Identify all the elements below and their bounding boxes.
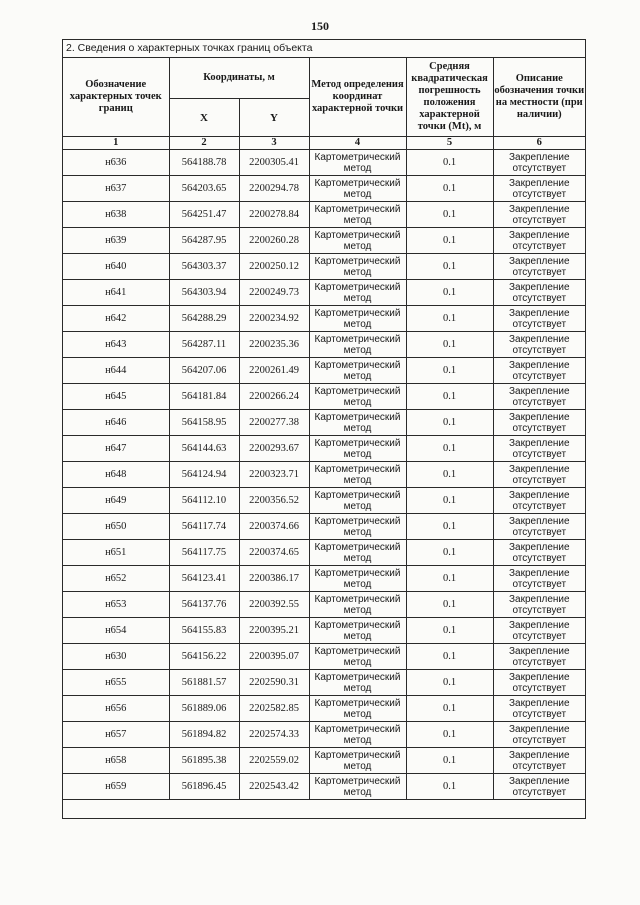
accuracy-cell: 0.1 xyxy=(406,462,493,488)
accuracy-cell: 0.1 xyxy=(406,436,493,462)
description-line: отсутствует xyxy=(512,240,567,252)
method-line: метод xyxy=(343,578,372,590)
description-line: отсутствует xyxy=(512,786,567,798)
x-coordinate-cell: 564137.76 xyxy=(169,592,239,618)
boundary-points-table xyxy=(63,58,585,800)
method-line: Картометрический xyxy=(314,749,401,761)
point-name-cell: н648 xyxy=(63,462,169,488)
method-cell xyxy=(309,332,406,358)
accuracy-cell: 0.1 xyxy=(406,722,493,748)
method-line: Картометрический xyxy=(314,489,401,501)
method-line: метод xyxy=(343,162,372,174)
y-coordinate-cell: 2200386.17 xyxy=(239,566,309,592)
description-line: отсутствует xyxy=(512,630,567,642)
description-line: Закрепление xyxy=(508,515,570,527)
accuracy-cell: 0.1 xyxy=(406,306,493,332)
description-line: Закрепление xyxy=(508,177,570,189)
description-line: Закрепление xyxy=(508,775,570,787)
description-cell xyxy=(493,774,585,800)
method-line: метод xyxy=(343,734,372,746)
method-line: Картометрический xyxy=(314,593,401,605)
table-row xyxy=(63,748,585,774)
description-cell xyxy=(493,280,585,306)
points-table-frame xyxy=(62,39,586,819)
description-line: Закрепление xyxy=(508,229,570,241)
point-name-cell: н656 xyxy=(63,696,169,722)
y-coordinate-cell: 2202574.33 xyxy=(239,722,309,748)
description-line: Закрепление xyxy=(508,593,570,605)
description-line: Закрепление xyxy=(508,619,570,631)
method-line: Картометрический xyxy=(314,723,401,735)
description-line: отсутствует xyxy=(512,370,567,382)
table-row xyxy=(63,592,585,618)
y-coordinate-cell: 2200294.78 xyxy=(239,176,309,202)
header-designation: Обозначение характерных точек границ xyxy=(63,58,169,137)
x-coordinate-cell: 564144.63 xyxy=(169,436,239,462)
method-line: Картометрический xyxy=(314,359,401,371)
point-name-cell: н630 xyxy=(63,644,169,670)
description-line: Закрепление xyxy=(508,255,570,267)
method-cell xyxy=(309,618,406,644)
method-line: метод xyxy=(343,344,372,356)
column-number: 3 xyxy=(239,137,309,150)
method-line: метод xyxy=(343,630,372,642)
column-number: 1 xyxy=(63,137,169,150)
description-line: отсутствует xyxy=(512,266,567,278)
description-line: отсутствует xyxy=(512,448,567,460)
column-number: 5 xyxy=(406,137,493,150)
accuracy-cell: 0.1 xyxy=(406,774,493,800)
x-coordinate-cell: 564188.78 xyxy=(169,150,239,176)
x-coordinate-cell: 564288.29 xyxy=(169,306,239,332)
y-coordinate-cell: 2202559.02 xyxy=(239,748,309,774)
method-line: метод xyxy=(343,266,372,278)
description-cell xyxy=(493,644,585,670)
description-cell xyxy=(493,410,585,436)
section-title: 2. Сведения о характерных точках границ объекта xyxy=(63,40,585,58)
x-coordinate-cell: 564117.75 xyxy=(169,540,239,566)
point-name-cell: н637 xyxy=(63,176,169,202)
method-line: метод xyxy=(343,786,372,798)
accuracy-cell: 0.1 xyxy=(406,358,493,384)
accuracy-cell: 0.1 xyxy=(406,488,493,514)
point-name-cell: н649 xyxy=(63,488,169,514)
table-row xyxy=(63,176,585,202)
description-line: Закрепление xyxy=(508,749,570,761)
y-coordinate-cell: 2200261.49 xyxy=(239,358,309,384)
description-line: отсутствует xyxy=(512,552,567,564)
point-name-cell: н658 xyxy=(63,748,169,774)
description-line: отсутствует xyxy=(512,188,567,200)
description-line: Закрепление xyxy=(508,307,570,319)
x-coordinate-cell: 564156.22 xyxy=(169,644,239,670)
header-description: Описание обозначения точки на местности (при наличии) xyxy=(493,58,585,137)
method-line: метод xyxy=(343,448,372,460)
y-coordinate-cell: 2200250.12 xyxy=(239,254,309,280)
column-number: 6 xyxy=(493,137,585,150)
description-line: Закрепление xyxy=(508,541,570,553)
description-cell xyxy=(493,150,585,176)
description-line: Закрепление xyxy=(508,437,570,449)
point-name-cell: н645 xyxy=(63,384,169,410)
description-line: Закрепление xyxy=(508,359,570,371)
point-name-cell: н643 xyxy=(63,332,169,358)
accuracy-cell: 0.1 xyxy=(406,228,493,254)
table-row xyxy=(63,774,585,800)
x-coordinate-cell: 564158.95 xyxy=(169,410,239,436)
description-cell xyxy=(493,540,585,566)
table-row xyxy=(63,254,585,280)
description-cell xyxy=(493,176,585,202)
method-line: Картометрический xyxy=(314,671,401,683)
description-line: отсутствует xyxy=(512,344,567,356)
method-cell xyxy=(309,670,406,696)
description-line: Закрепление xyxy=(508,671,570,683)
method-line: Картометрический xyxy=(314,151,401,163)
method-cell xyxy=(309,306,406,332)
point-name-cell: н642 xyxy=(63,306,169,332)
description-line: отсутствует xyxy=(512,396,567,408)
x-coordinate-cell: 564207.06 xyxy=(169,358,239,384)
description-line: отсутствует xyxy=(512,734,567,746)
accuracy-cell: 0.1 xyxy=(406,384,493,410)
table-row xyxy=(63,488,585,514)
x-coordinate-cell: 561896.45 xyxy=(169,774,239,800)
y-coordinate-cell: 2200235.36 xyxy=(239,332,309,358)
x-coordinate-cell: 564155.83 xyxy=(169,618,239,644)
description-line: Закрепление xyxy=(508,697,570,709)
description-cell xyxy=(493,384,585,410)
method-line: Картометрический xyxy=(314,515,401,527)
point-name-cell: н640 xyxy=(63,254,169,280)
method-line: Картометрический xyxy=(314,229,401,241)
method-line: Картометрический xyxy=(314,307,401,319)
method-cell xyxy=(309,462,406,488)
y-coordinate-cell: 2200234.92 xyxy=(239,306,309,332)
y-coordinate-cell: 2200356.52 xyxy=(239,488,309,514)
x-coordinate-cell: 564124.94 xyxy=(169,462,239,488)
description-line: Закрепление xyxy=(508,567,570,579)
point-name-cell: н653 xyxy=(63,592,169,618)
description-line: отсутствует xyxy=(512,760,567,772)
point-name-cell: н644 xyxy=(63,358,169,384)
table-row xyxy=(63,696,585,722)
method-cell xyxy=(309,514,406,540)
table-row xyxy=(63,280,585,306)
description-line: отсутствует xyxy=(512,422,567,434)
description-cell xyxy=(493,488,585,514)
y-coordinate-cell: 2200323.71 xyxy=(239,462,309,488)
accuracy-cell: 0.1 xyxy=(406,696,493,722)
description-cell xyxy=(493,332,585,358)
header-x: X xyxy=(169,99,239,137)
description-line: отсутствует xyxy=(512,500,567,512)
y-coordinate-cell: 2200278.84 xyxy=(239,202,309,228)
method-line: метод xyxy=(343,760,372,772)
table-body xyxy=(63,150,585,800)
description-line: отсутствует xyxy=(512,474,567,486)
description-cell xyxy=(493,748,585,774)
table-row xyxy=(63,462,585,488)
method-cell xyxy=(309,150,406,176)
method-line: метод xyxy=(343,604,372,616)
y-coordinate-cell: 2200266.24 xyxy=(239,384,309,410)
description-cell xyxy=(493,592,585,618)
header-accuracy: Средняя квадратическая погрешность положения характерной точки (Mt), м xyxy=(406,58,493,137)
description-cell xyxy=(493,254,585,280)
description-cell xyxy=(493,462,585,488)
description-line: Закрепление xyxy=(508,385,570,397)
x-coordinate-cell: 564203.65 xyxy=(169,176,239,202)
accuracy-cell: 0.1 xyxy=(406,748,493,774)
method-cell xyxy=(309,566,406,592)
method-line: метод xyxy=(343,474,372,486)
method-cell xyxy=(309,696,406,722)
method-line: Картометрический xyxy=(314,385,401,397)
y-coordinate-cell: 2200249.73 xyxy=(239,280,309,306)
description-line: отсутствует xyxy=(512,656,567,668)
method-line: Картометрический xyxy=(314,463,401,475)
method-line: Картометрический xyxy=(314,541,401,553)
method-cell xyxy=(309,254,406,280)
description-cell xyxy=(493,514,585,540)
x-coordinate-cell: 564117.74 xyxy=(169,514,239,540)
description-line: отсутствует xyxy=(512,214,567,226)
x-coordinate-cell: 561889.06 xyxy=(169,696,239,722)
method-cell xyxy=(309,436,406,462)
table-row xyxy=(63,306,585,332)
table-row xyxy=(63,150,585,176)
method-cell xyxy=(309,722,406,748)
point-name-cell: н641 xyxy=(63,280,169,306)
description-line: Закрепление xyxy=(508,645,570,657)
method-cell xyxy=(309,228,406,254)
method-cell xyxy=(309,748,406,774)
column-numbers-row xyxy=(63,137,585,150)
description-cell xyxy=(493,228,585,254)
description-line: Закрепление xyxy=(508,151,570,163)
x-coordinate-cell: 564181.84 xyxy=(169,384,239,410)
x-coordinate-cell: 564123.41 xyxy=(169,566,239,592)
accuracy-cell: 0.1 xyxy=(406,644,493,670)
y-coordinate-cell: 2200374.66 xyxy=(239,514,309,540)
header-coordinates: Координаты, м xyxy=(169,58,309,99)
table-row xyxy=(63,228,585,254)
y-coordinate-cell: 2202582.85 xyxy=(239,696,309,722)
point-name-cell: н646 xyxy=(63,410,169,436)
y-coordinate-cell: 2200392.55 xyxy=(239,592,309,618)
method-cell xyxy=(309,202,406,228)
method-line: метод xyxy=(343,240,372,252)
method-line: Картометрический xyxy=(314,281,401,293)
method-line: Картометрический xyxy=(314,203,401,215)
accuracy-cell: 0.1 xyxy=(406,176,493,202)
method-line: Картометрический xyxy=(314,775,401,787)
point-name-cell: н636 xyxy=(63,150,169,176)
description-line: отсутствует xyxy=(512,708,567,720)
y-coordinate-cell: 2200277.38 xyxy=(239,410,309,436)
description-cell xyxy=(493,358,585,384)
description-cell xyxy=(493,566,585,592)
description-cell xyxy=(493,306,585,332)
table-tail-space xyxy=(63,800,585,818)
description-line: Закрепление xyxy=(508,333,570,345)
method-line: метод xyxy=(343,370,372,382)
description-line: отсутствует xyxy=(512,162,567,174)
table-row xyxy=(63,202,585,228)
method-line: метод xyxy=(343,292,372,304)
description-line: отсутствует xyxy=(512,578,567,590)
method-line: метод xyxy=(343,214,372,226)
table-row xyxy=(63,618,585,644)
table-row xyxy=(63,358,585,384)
method-line: метод xyxy=(343,422,372,434)
method-line: Картометрический xyxy=(314,333,401,345)
method-cell xyxy=(309,358,406,384)
description-line: отсутствует xyxy=(512,526,567,538)
accuracy-cell: 0.1 xyxy=(406,618,493,644)
point-name-cell: н638 xyxy=(63,202,169,228)
description-line: отсутствует xyxy=(512,604,567,616)
method-line: метод xyxy=(343,500,372,512)
method-line: метод xyxy=(343,708,372,720)
description-line: Закрепление xyxy=(508,489,570,501)
method-line: метод xyxy=(343,656,372,668)
y-coordinate-cell: 2200374.65 xyxy=(239,540,309,566)
x-coordinate-cell: 561881.57 xyxy=(169,670,239,696)
x-coordinate-cell: 561895.38 xyxy=(169,748,239,774)
accuracy-cell: 0.1 xyxy=(406,540,493,566)
point-name-cell: н650 xyxy=(63,514,169,540)
description-line: Закрепление xyxy=(508,723,570,735)
accuracy-cell: 0.1 xyxy=(406,202,493,228)
x-coordinate-cell: 564287.95 xyxy=(169,228,239,254)
description-line: Закрепление xyxy=(508,203,570,215)
description-line: Закрепление xyxy=(508,411,570,423)
column-number: 4 xyxy=(309,137,406,150)
description-cell xyxy=(493,696,585,722)
description-line: отсутствует xyxy=(512,682,567,694)
method-line: Картометрический xyxy=(314,437,401,449)
method-line: Картометрический xyxy=(314,411,401,423)
table-row xyxy=(63,670,585,696)
description-line: отсутствует xyxy=(512,292,567,304)
method-cell xyxy=(309,280,406,306)
y-coordinate-cell: 2202590.31 xyxy=(239,670,309,696)
column-number: 2 xyxy=(169,137,239,150)
description-cell xyxy=(493,722,585,748)
description-cell xyxy=(493,436,585,462)
y-coordinate-cell: 2200260.28 xyxy=(239,228,309,254)
description-cell xyxy=(493,670,585,696)
method-line: Картометрический xyxy=(314,697,401,709)
description-line: Закрепление xyxy=(508,463,570,475)
accuracy-cell: 0.1 xyxy=(406,410,493,436)
point-name-cell: н655 xyxy=(63,670,169,696)
method-line: Картометрический xyxy=(314,645,401,657)
x-coordinate-cell: 564251.47 xyxy=(169,202,239,228)
point-name-cell: н639 xyxy=(63,228,169,254)
table-row xyxy=(63,436,585,462)
y-coordinate-cell: 2200395.21 xyxy=(239,618,309,644)
accuracy-cell: 0.1 xyxy=(406,280,493,306)
accuracy-cell: 0.1 xyxy=(406,150,493,176)
method-cell xyxy=(309,410,406,436)
table-row xyxy=(63,384,585,410)
method-cell xyxy=(309,774,406,800)
method-line: метод xyxy=(343,188,372,200)
accuracy-cell: 0.1 xyxy=(406,332,493,358)
method-line: метод xyxy=(343,552,372,564)
x-coordinate-cell: 564287.11 xyxy=(169,332,239,358)
method-line: Картометрический xyxy=(314,567,401,579)
table-row xyxy=(63,514,585,540)
point-name-cell: н651 xyxy=(63,540,169,566)
method-line: Картометрический xyxy=(314,255,401,267)
description-line: Закрепление xyxy=(508,281,570,293)
x-coordinate-cell: 564303.37 xyxy=(169,254,239,280)
method-cell xyxy=(309,176,406,202)
x-coordinate-cell: 564112.10 xyxy=(169,488,239,514)
table-row xyxy=(63,722,585,748)
description-line: отсутствует xyxy=(512,318,567,330)
x-coordinate-cell: 564303.94 xyxy=(169,280,239,306)
method-line: Картометрический xyxy=(314,619,401,631)
accuracy-cell: 0.1 xyxy=(406,670,493,696)
table-row xyxy=(63,566,585,592)
y-coordinate-cell: 2200305.41 xyxy=(239,150,309,176)
x-coordinate-cell: 561894.82 xyxy=(169,722,239,748)
method-cell xyxy=(309,488,406,514)
point-name-cell: н652 xyxy=(63,566,169,592)
method-line: метод xyxy=(343,396,372,408)
table-row xyxy=(63,540,585,566)
point-name-cell: н647 xyxy=(63,436,169,462)
method-cell xyxy=(309,644,406,670)
method-line: метод xyxy=(343,682,372,694)
y-coordinate-cell: 2200293.67 xyxy=(239,436,309,462)
table-header xyxy=(63,58,585,150)
point-name-cell: н657 xyxy=(63,722,169,748)
method-cell xyxy=(309,384,406,410)
method-line: метод xyxy=(343,318,372,330)
header-method: Метод определения координат характерной точки xyxy=(309,58,406,137)
y-coordinate-cell: 2200395.07 xyxy=(239,644,309,670)
method-line: метод xyxy=(343,526,372,538)
table-row xyxy=(63,332,585,358)
method-line: Картометрический xyxy=(314,177,401,189)
description-cell xyxy=(493,202,585,228)
header-y: Y xyxy=(239,99,309,137)
accuracy-cell: 0.1 xyxy=(406,514,493,540)
table-row xyxy=(63,410,585,436)
accuracy-cell: 0.1 xyxy=(406,254,493,280)
method-cell xyxy=(309,540,406,566)
y-coordinate-cell: 2202543.42 xyxy=(239,774,309,800)
point-name-cell: н659 xyxy=(63,774,169,800)
page-number: 150 xyxy=(311,19,329,33)
point-name-cell: н654 xyxy=(63,618,169,644)
description-cell xyxy=(493,618,585,644)
accuracy-cell: 0.1 xyxy=(406,566,493,592)
method-cell xyxy=(309,592,406,618)
table-row xyxy=(63,644,585,670)
accuracy-cell: 0.1 xyxy=(406,592,493,618)
